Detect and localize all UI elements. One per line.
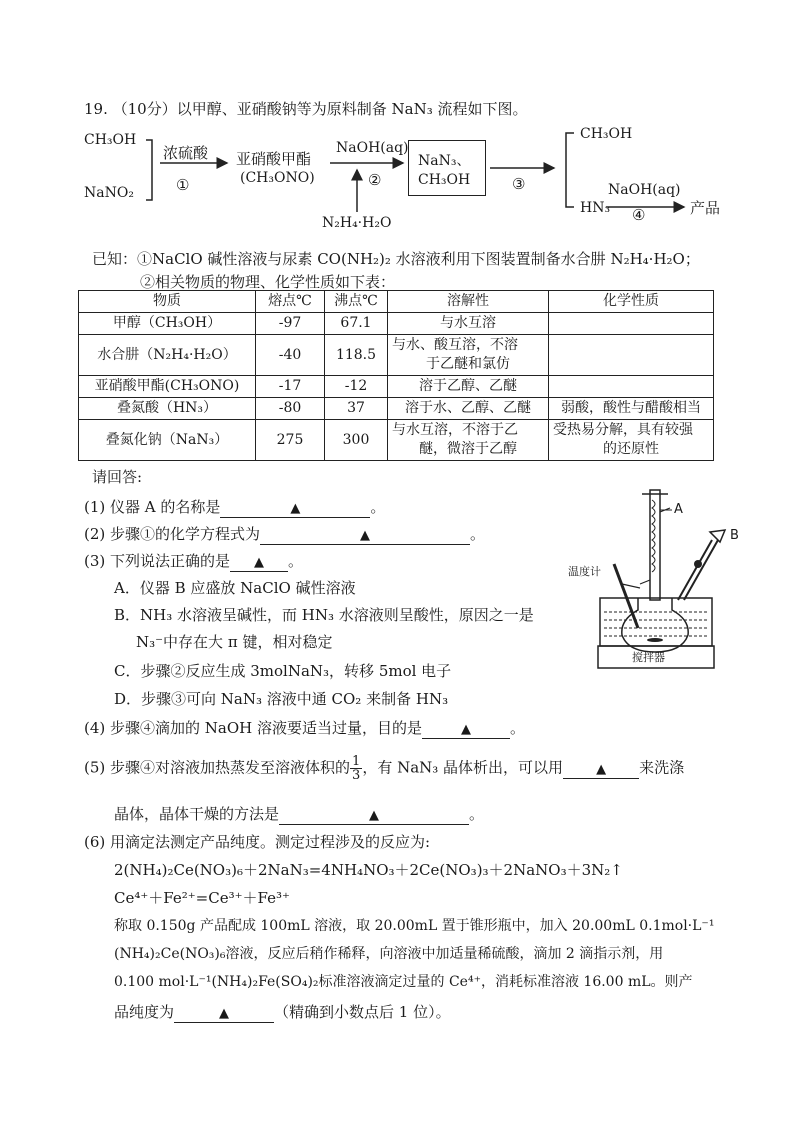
question-5: [84, 755, 684, 782]
flow-box-line-2: CH₃OH: [418, 172, 471, 188]
cell-solubility: 溶于水、乙醇、乙醚: [388, 398, 549, 420]
q3-option-b-cont: N₃⁻中存在大 π 键，相对稳定: [136, 633, 333, 651]
q6-purity-end: （精确到小数点后 1 位）。: [274, 1003, 451, 1021]
q6-paragraph-4: [114, 1001, 451, 1023]
cell-melting-point: -80: [256, 398, 325, 420]
cell-substance: 水合肼（N₂H₄·H₂O）: [79, 335, 256, 376]
q3-option-c: C．步骤②反应生成 3molNaN₃，转移 5mol 电子: [114, 662, 452, 680]
question-points: （10分）: [112, 100, 177, 118]
q3-option-d: D．步骤③可向 NaN₃ 溶液中通 CO₂ 来制备 HN₃: [114, 690, 449, 708]
question-1: [84, 496, 385, 518]
table-header-cell: 化学性质: [549, 291, 714, 313]
cell-boiling-point: 118.5: [325, 335, 388, 376]
flow-step-3: ③: [512, 175, 526, 193]
q6-line-1: (6) 用滴定法测定产品纯度。测定过程涉及的反应为:: [84, 833, 431, 851]
cell-line: 于乙醚和氯仿: [426, 356, 510, 372]
cell-chemistry: 弱酸，酸性与醋酸相当: [549, 398, 714, 420]
cell-substance: 叠氮化钠（NaN₃）: [79, 420, 256, 461]
cell-line: 与水互溶，不溶于乙: [392, 422, 518, 438]
known-line-1: [92, 248, 700, 269]
q4-text: (4) 步骤④滴加的 NaOH 溶液要适当过量，目的是: [84, 719, 422, 737]
cell-melting-point: -17: [256, 376, 325, 398]
q5-text-mid2: 来洗涤: [639, 758, 685, 777]
cell-solubility: 与水互溶: [388, 313, 549, 335]
cell-chemistry: [549, 313, 714, 335]
table-header-cell: 沸点℃: [325, 291, 388, 313]
question-4: [84, 717, 525, 739]
q1-text: (1) 仪器 A 的名称是: [84, 498, 221, 516]
q3-answer-blank[interactable]: [230, 553, 288, 572]
table-row: [79, 376, 714, 398]
q1-end: 。: [370, 498, 386, 516]
cell-chemistry: [549, 335, 714, 376]
cell-boiling-point: -12: [325, 376, 388, 398]
cell-substance: 叠氮酸（HN₃）: [79, 398, 256, 420]
question-number: 19.: [84, 100, 108, 118]
cell-chemistry: [549, 420, 714, 461]
q6-equation-1: 2(NH₄)₂Ce(NO₃)₆＋2NaN₃=4NH₄NO₃＋2Ce(NO₃)₃＋2NaNO₃＋3N₂↑: [114, 861, 623, 879]
apparatus-label-a: A: [674, 502, 683, 517]
q1-answer-blank[interactable]: [220, 499, 370, 518]
thermometer-stem: [614, 564, 638, 628]
flow-intermediate-1: 亚硝酸甲酯: [236, 150, 312, 168]
known-item-1: ①NaClO 碱性溶液与尿素 CO(NH₂)₂ 水溶液利用下图装置制备水合肼 N₂H₄·H₂O；: [137, 250, 700, 268]
cell-line: 受热易分解，具有较强: [553, 422, 693, 438]
flow-reagent-2: NaOH(aq): [336, 140, 409, 156]
q6-paragraph-1: 称取 0.150g 产品配成 100mL 溶液，取 20.00mL 置于锥形瓶中，加入 20.00mL 0.1mol·L⁻¹: [114, 918, 715, 934]
q4-answer-blank[interactable]: [422, 720, 510, 739]
table-header-cell: 物质: [79, 291, 256, 313]
q6-paragraph-2: (NH₄)₂Ce(NO₃)₆溶液，反应后稍作稀释，向溶液中加适量稀硫酸，滴加 2 滴指示剂，用: [114, 946, 664, 962]
condenser-coil: [652, 500, 655, 572]
table-row: [79, 420, 714, 461]
q3-end: 。: [288, 552, 304, 570]
table-header-row: [79, 291, 714, 313]
q5-fraction: [350, 755, 362, 782]
cell-melting-point: 275: [256, 420, 325, 461]
cell-melting-point: -40: [256, 335, 325, 376]
cell-line: 与水、酸互溶，不溶: [392, 337, 518, 353]
q4-end: 。: [510, 719, 526, 737]
q6-purity-blank[interactable]: [174, 1004, 274, 1023]
properties-table: [78, 290, 714, 461]
flow-step-1: ①: [176, 176, 190, 194]
cell-solubility: [388, 335, 549, 376]
apparatus-label-stirrer: 搅拌器: [632, 651, 665, 664]
q5-line2-text: 晶体，晶体干燥的方法是: [114, 805, 280, 823]
q6-equation-2: Ce⁴⁺＋Fe²⁺=Ce³⁺＋Fe³⁺: [114, 889, 290, 907]
q5-wash-blank[interactable]: [563, 760, 639, 779]
flow-reagent-4: NaOH(aq): [608, 182, 681, 198]
flow-intermediate-1-formula: (CH₃ONO): [240, 170, 315, 186]
answer-triangle-icon: ▲: [219, 1006, 230, 1021]
flow-out-2: HN₃: [580, 200, 611, 216]
q2-text: (2) 步骤①的化学方程式为: [84, 525, 261, 543]
flow-reactant-2: NaNO₂: [84, 185, 134, 201]
flow-reagent-1: 浓硫酸: [163, 144, 209, 162]
q6-paragraph-3: 0.100 mol·L⁻¹(NH₄)₂Fe(SO₄)₂标准溶液滴定过量的 Ce⁴⁺，消耗标准溶液 16.00 mL。则产: [114, 974, 693, 990]
table-header-cell: 溶解性: [388, 291, 549, 313]
q5-text: (5) 步骤④对溶液加热蒸发至溶液体积的: [84, 758, 351, 777]
q5-text-mid: ，有 NaN₃ 晶体析出，可以用: [362, 758, 564, 777]
cell-solubility: [388, 420, 549, 461]
table-row: [79, 313, 714, 335]
cell-boiling-point: 300: [325, 420, 388, 461]
apparatus-label-thermometer: 温度计: [568, 565, 601, 578]
cell-line: 醚，微溶于乙醇: [419, 441, 517, 457]
flow-out-1: CH₃OH: [580, 126, 633, 142]
cell-substance: 亚硝酸甲酯(CH₃ONO): [79, 376, 256, 398]
cell-melting-point: -97: [256, 313, 325, 335]
apparatus-label-b: B: [730, 528, 739, 543]
fraction-numerator: 1: [352, 754, 361, 769]
cell-substance: 甲醇（CH₃OH）: [79, 313, 256, 335]
table-row: [79, 335, 714, 376]
cell-boiling-point: 37: [325, 398, 388, 420]
answer-triangle-icon: ▲: [461, 722, 471, 737]
answer-triangle-icon: ▲: [596, 761, 607, 777]
q2-end: 。: [470, 525, 486, 543]
flask: [622, 598, 688, 652]
cell-solubility: 溶于乙醇、乙醚: [388, 376, 549, 398]
known-label: 已知：: [92, 250, 138, 268]
q5-dry-blank[interactable]: [279, 806, 469, 825]
flow-reactant-1: CH₃OH: [84, 132, 137, 148]
question-3: [84, 550, 303, 572]
known-item-2: ②相关物质的物理、化学性质如下表：: [140, 273, 396, 291]
flow-step-4: ④: [632, 206, 646, 224]
flow-reagent-2b: N₂H₄·H₂O: [322, 215, 392, 231]
answer-triangle-icon: ▲: [369, 808, 380, 823]
question-5-line-2: [114, 803, 484, 825]
answer-triangle-icon: ▲: [254, 555, 265, 570]
flow-lines: [0, 0, 800, 240]
flow-step-2: ②: [368, 171, 382, 189]
flow-product: 产品: [690, 199, 721, 217]
q3-text: (3) 下列说法正确的是: [84, 552, 231, 570]
question-2: [84, 523, 485, 545]
cell-boiling-point: 67.1: [325, 313, 388, 335]
cell-chemistry: [549, 376, 714, 398]
table-row: [79, 398, 714, 420]
q2-answer-blank[interactable]: [260, 526, 470, 545]
answer-triangle-icon: ▲: [360, 528, 371, 543]
q3-option-b: B．NH₃ 水溶液呈碱性，而 HN₃ 水溶液则呈酸性，原因之一是: [114, 606, 534, 624]
q3-option-a: A．仪器 B 应盛放 NaClO 碱性溶液: [114, 579, 356, 597]
table-header-cell: 熔点℃: [256, 291, 325, 313]
cell-line: 的还原性: [603, 441, 659, 457]
question-stem: 以甲醇、亚硝酸钠等为原料制备 NaN₃ 流程如下图。: [176, 100, 528, 118]
fraction-denominator: 3: [352, 768, 361, 783]
q5-line2-end: 。: [469, 805, 485, 823]
flow-bracket-right: [566, 133, 574, 207]
q6-purity-text: 品纯度为: [114, 1003, 175, 1021]
flow-bracket-left: [146, 140, 152, 200]
answer-intro: 请回答:: [92, 468, 143, 486]
answer-triangle-icon: ▲: [290, 501, 301, 516]
flow-box-line-1: NaN₃、: [418, 153, 471, 169]
